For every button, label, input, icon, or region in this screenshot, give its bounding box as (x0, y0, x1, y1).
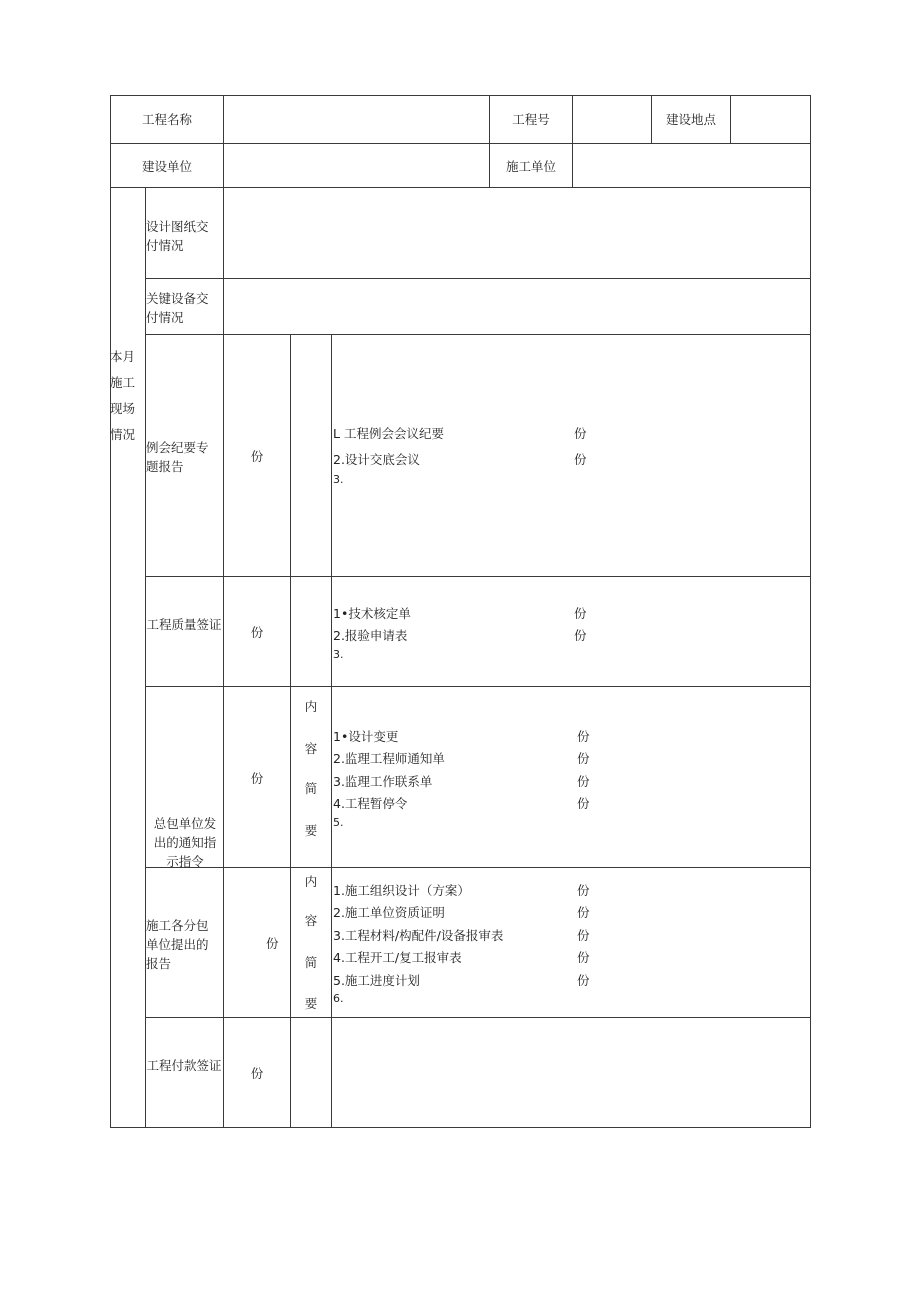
row-divider (145, 686, 811, 687)
notices-item-unit: 份 (577, 796, 590, 811)
subcontractor-item-unit: 份 (577, 905, 590, 920)
notices-item-unit: 份 (577, 774, 590, 789)
subcontractor-item: 5.施工进度计划 (333, 973, 420, 988)
subcontractor-item-unit: 份 (577, 928, 590, 943)
quality-label: 工程质量签证 (146, 617, 222, 632)
row-divider (145, 867, 811, 868)
subcontractor-item: 4.工程开工/复工报审表 (333, 950, 462, 965)
row-divider (145, 576, 811, 577)
meeting-item: 3. (333, 473, 344, 486)
notices-item: 4.工程暂停令 (333, 796, 408, 811)
side-label-line: 现场 (110, 401, 136, 416)
equipment-label: 关键设备交付情况 (146, 291, 209, 325)
meeting-count-unit: 份 (250, 449, 264, 464)
notices-item: 5. (333, 816, 344, 829)
project-name-field[interactable] (224, 96, 489, 143)
project-no-label: 工程号 (512, 112, 550, 127)
subcontractor-item: 2.施工单位资质证明 (333, 905, 445, 920)
builder-field[interactable] (224, 144, 489, 187)
subcontractor-summary-char: 要 (304, 996, 318, 1011)
quality-item-unit: 份 (574, 628, 587, 643)
meeting-item-unit: 份 (574, 426, 587, 441)
col-divider (331, 334, 332, 1128)
subcontractor-item: 3.工程材料/构配件/设备报审表 (333, 928, 504, 943)
subcontractor-item-unit: 份 (577, 883, 590, 898)
notices-label: 总包单位发出的通知指示指令 (153, 816, 217, 869)
col-divider (145, 187, 146, 1128)
notices-item: 2.监理工程师通知单 (333, 751, 445, 766)
drawings-field[interactable] (224, 188, 810, 278)
meeting-label: 例会纪要专题报告 (146, 440, 209, 474)
meeting-item-unit: 份 (574, 452, 587, 467)
notices-item: 3.监理工作联系单 (333, 774, 433, 789)
side-label-line: 施工 (110, 375, 136, 390)
payment-count-unit: 份 (250, 1066, 264, 1081)
subcontractor-label: 施工各分包单位提出的报告 (146, 918, 209, 971)
notices-summary-char: 内 (304, 699, 318, 714)
subcontractor-count-unit: 份 (266, 936, 279, 951)
subcontractor-item-unit: 份 (577, 973, 590, 988)
meeting-item: 2.设计交底会议 (333, 452, 420, 467)
payment-label: 工程付款签证 (146, 1058, 222, 1073)
equipment-field[interactable] (224, 279, 810, 334)
builder-label: 建设单位 (141, 159, 192, 174)
notices-item-unit: 份 (577, 751, 590, 766)
side-label (110, 344, 144, 448)
table-border-left (110, 95, 111, 1128)
row-divider (145, 334, 811, 335)
quality-item-unit: 份 (574, 606, 587, 621)
subcontractor-summary-char: 简 (304, 955, 318, 970)
notices-summary-char: 简 (304, 781, 318, 796)
subcontractor-item: 1.施工组织设计（方案） (333, 883, 470, 898)
notices-summary-char: 要 (304, 823, 318, 838)
subcontractor-item-unit: 份 (577, 950, 590, 965)
quality-count-unit: 份 (250, 625, 264, 640)
site-field[interactable] (731, 96, 810, 143)
quality-item: 1•技术核定单 (333, 606, 411, 621)
table-border-right (810, 95, 811, 1128)
payment-field[interactable] (332, 1018, 810, 1127)
notices-summary-char: 容 (304, 741, 318, 756)
side-label-line: 情况 (110, 427, 136, 442)
notices-item: 1•设计变更 (333, 729, 399, 744)
contractor-field[interactable] (573, 144, 810, 187)
subcontractor-summary-char: 内 (304, 874, 318, 889)
side-label-line: 本月 (110, 349, 136, 364)
project-name-label: 工程名称 (141, 112, 192, 127)
table-border-bottom (110, 1127, 811, 1128)
drawings-label: 设计图纸交付情况 (146, 219, 209, 253)
meeting-item: L 工程例会会议纪要 (333, 426, 444, 441)
quality-item: 2.报验申请表 (333, 628, 408, 643)
quality-item: 3. (333, 648, 344, 661)
notices-item-unit: 份 (577, 729, 590, 744)
site-label: 建设地点 (665, 112, 716, 127)
subcontractor-item: 6. (333, 992, 344, 1005)
subcontractor-summary-char: 容 (304, 913, 318, 928)
notices-count-unit: 份 (250, 771, 264, 786)
project-no-field[interactable] (573, 96, 651, 143)
contractor-label: 施工单位 (505, 159, 556, 174)
